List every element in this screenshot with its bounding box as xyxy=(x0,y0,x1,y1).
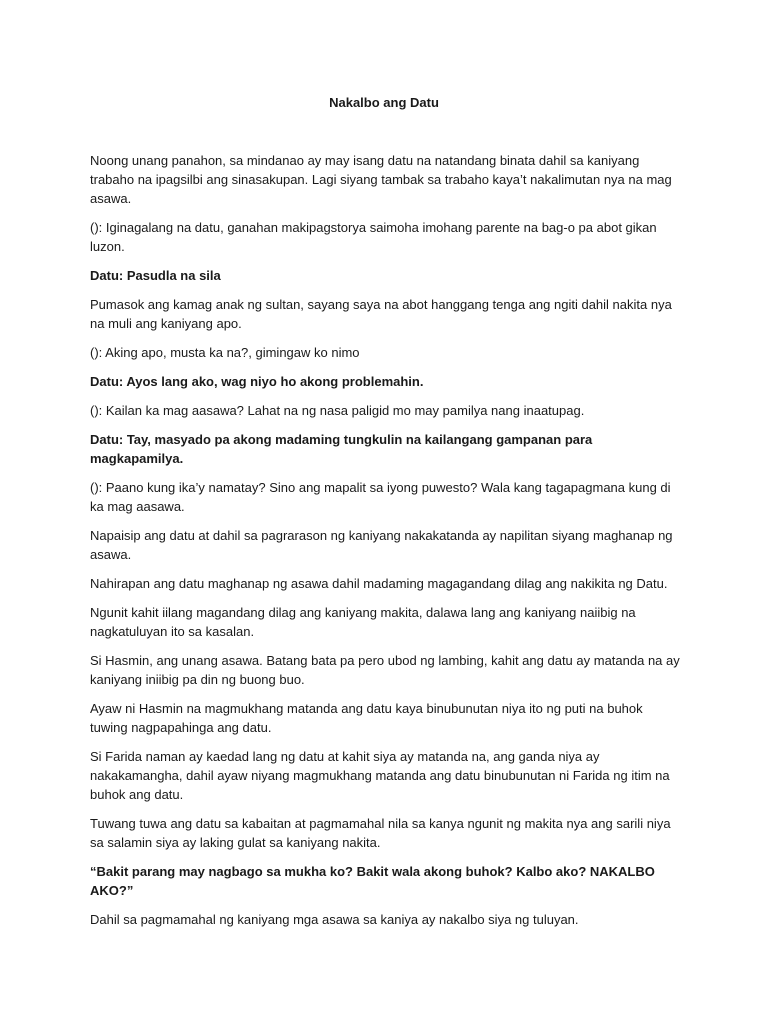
dialogue-datu-im-fine: Datu: Ayos lang ako, wag niyo ho akong problemahin. xyxy=(90,374,424,389)
paragraph-farida: Si Farida naman ay kaedad lang ng datu at kahit siya ay matanda na, ang ganda niya ay nakakamangha, dahil ayaw niyang magmukhang matanda ang datu binubunutan ni Farida ng itim na buhok ang datu. xyxy=(90,749,670,802)
document-body xyxy=(90,151,680,939)
paragraph-hard-to-choose: Nahirapan ang datu maghanap ng asawa dahil madaming magagandang dilag ang nakikita ng Datu. xyxy=(90,576,668,591)
dialogue-datu-let-them-in: Datu: Pasudla na sila xyxy=(90,268,221,283)
dialogue-elder-no-heir: (): Paano kung ika’y namatay? Sino ang mapalit sa iyong puwesto? Wala kang tagapagmana kung di ka mag aasawa. xyxy=(90,480,671,514)
quote-datu-bald: “Bakit parang may nagbago sa mukha ko? Bakit wala akong buhok? Kalbo ako? NAKALBO AKO?” xyxy=(90,864,655,898)
paragraph-intro: Noong unang panahon, sa mindanao ay may isang datu na natandang binata dahil sa kaniyang trabaho na ipagsilbi ang sinasakupan. Lagi siyang tambak sa trabaho kaya’t nakalimutan nya na mag asawa. xyxy=(90,153,672,206)
document-title: Nakalbo ang Datu xyxy=(329,95,439,110)
paragraph-hasmin: Si Hasmin, ang unang asawa. Batang bata pa pero ubod ng lambing, kahit ang datu ay matanda na ay kaniyang iniibig pa din ng buong buo. xyxy=(90,653,680,687)
paragraph-datu-thinks: Napaisip ang datu at dahil sa pagrarason ng kaniyang nakakatanda ay napilitan siyang maghanap ng asawa. xyxy=(90,528,673,562)
paragraph-mirror: Tuwang tuwa ang datu sa kabaitan at pagmamahal nila sa kanya ngunit ng makita nya ang sarili niya sa salamin siya ay laking gulat sa kaniyang nakita. xyxy=(90,816,671,850)
dialogue-elder-when-marry: (): Kailan ka mag aasawa? Lahat na ng nasa paligid mo may pamilya nang inaatupag. xyxy=(90,403,585,418)
dialogue-elder-how-are-you: (): Aking apo, musta ka na?, gimingaw ko nimo xyxy=(90,345,360,360)
paragraph-hasmin-plucks: Ayaw ni Hasmin na magmukhang matanda ang datu kaya binubunutan niya ito ng puti na buhok tuwing nagpapahinga ang datu. xyxy=(90,701,643,735)
dialogue-elder-greeting: (): Iginagalang na datu, ganahan makipagstorya saimoha imohang parente na bag-o pa abot gikan luzon. xyxy=(90,220,657,254)
dialogue-datu-many-duties: Datu: Tay, masyado pa akong madaming tungkulin na kailangang gampanan para magkapamilya. xyxy=(90,432,593,466)
paragraph-relative-enters: Pumasok ang kamag anak ng sultan, sayang saya na abot hanggang tenga ang ngiti dahil nakita nya na muli ang kaniyang apo. xyxy=(90,297,672,331)
paragraph-ending: Dahil sa pagmamahal ng kaniyang mga asawa sa kaniya ay nakalbo siya ng tuluyan. xyxy=(90,912,579,927)
paragraph-two-wives: Ngunit kahit iilang magandang dilag ang kaniyang makita, dalawa lang ang kaniyang naiibig na nagkatuluyan ito sa kasalan. xyxy=(90,605,636,639)
